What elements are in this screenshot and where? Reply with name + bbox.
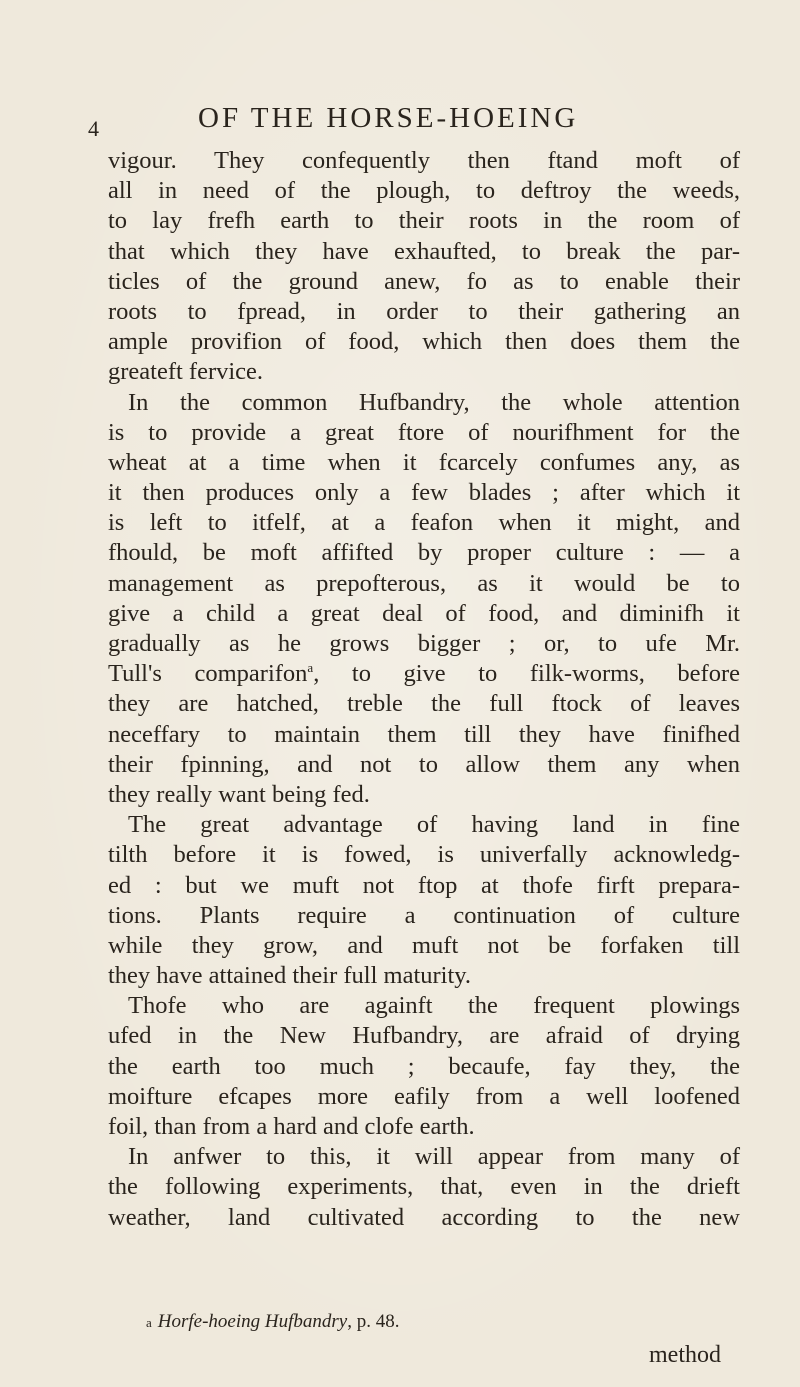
text-line: ufed in the New Hufbandry, are afraid of drying <box>108 1022 740 1050</box>
text-line: management as prepofterous, as it would be to <box>108 569 740 597</box>
text-line: wheat at a time when it fcarcely confumes any, as <box>108 448 740 476</box>
text-line: weather, land cultivated according to the new <box>108 1203 740 1231</box>
text-line: fhould, be moft affifted by proper culture : — a <box>108 539 740 567</box>
text-line-part: Tull's comparifon <box>108 660 308 688</box>
text-line: give a child a great deal of food, and diminifh it <box>108 599 740 627</box>
text-line <box>108 659 740 689</box>
footnote <box>146 1311 399 1333</box>
text-line: they have attained their full maturity. <box>108 962 472 990</box>
text-line: all in need of the plough, to deftroy the weeds, <box>108 177 740 205</box>
text-line: is to provide a great ftore of nourifhment for the <box>108 418 740 446</box>
text-line: ticles of the ground anew, fo as to enable their <box>108 267 740 295</box>
text-line: moifture efcapes more eafily from a well loofened <box>108 1082 740 1110</box>
text-line: vigour. They confequently then ftand moft of <box>108 147 740 174</box>
body-text <box>108 146 740 1233</box>
text-line: is left to itfelf, at a feafon when it might, and <box>108 509 740 537</box>
text-line: the earth too much ; becaufe, fay they, the <box>108 1052 740 1080</box>
text-line: ample provifion of food, which then does them the <box>108 328 740 356</box>
text-line: it then produces only a few blades ; after which it <box>108 479 740 507</box>
text-line: gradually as he grows bigger ; or, to ufe Mr. <box>108 630 740 657</box>
text-line: they are hatched, treble the full ftock of leaves <box>108 690 740 718</box>
text-line: that which they have exhaufted, to break the par- <box>108 237 740 265</box>
text-line: the following experiments, that, even in the drieft <box>108 1173 740 1201</box>
text-line: foil, than from a hard and clofe earth. <box>108 1113 475 1140</box>
text-line: ed : but we muft not ftop at thofe firft prepara- <box>108 871 740 899</box>
footnote-reference: a <box>307 660 314 676</box>
footnote-title: Horfe-hoeing Hufbandry <box>157 1311 348 1332</box>
page-number: 4 <box>88 116 99 141</box>
text-line-part: , to give to filk-worms, before <box>313 660 740 688</box>
text-line: their fpinning, and not to allow them any when <box>108 750 740 778</box>
catchword: method <box>649 1342 721 1368</box>
text-line: while they grow, and muft not be forfaken till <box>108 931 740 959</box>
text-line: tions. Plants require a continuation of culture <box>108 901 740 929</box>
text-line: they really want being fed. <box>108 780 370 808</box>
page-header <box>88 100 728 140</box>
text-line: In the common Hufbandry, the whole attention <box>128 388 740 416</box>
text-line: to lay frefh earth to their roots in the room of <box>108 207 740 235</box>
text-line: roots to fpread, in order to their gathering an <box>108 297 740 325</box>
footnote-page-ref: , p. 48. <box>347 1311 400 1332</box>
text-line: tilth before it is fowed, is univerfally acknowledg- <box>108 841 740 869</box>
footnote-marker: a <box>146 1315 152 1330</box>
text-line: The great advantage of having land in fine <box>128 811 740 839</box>
text-line: neceffary to maintain them till they have finifhed <box>108 720 740 748</box>
text-line: In anfwer to this, it will appear from many of <box>128 1143 740 1171</box>
text-line: Thofe who are againft the frequent plowings <box>128 992 740 1020</box>
text-line: greateft fervice. <box>108 358 264 386</box>
running-head: OF THE HORSE-HOEING <box>198 102 579 134</box>
